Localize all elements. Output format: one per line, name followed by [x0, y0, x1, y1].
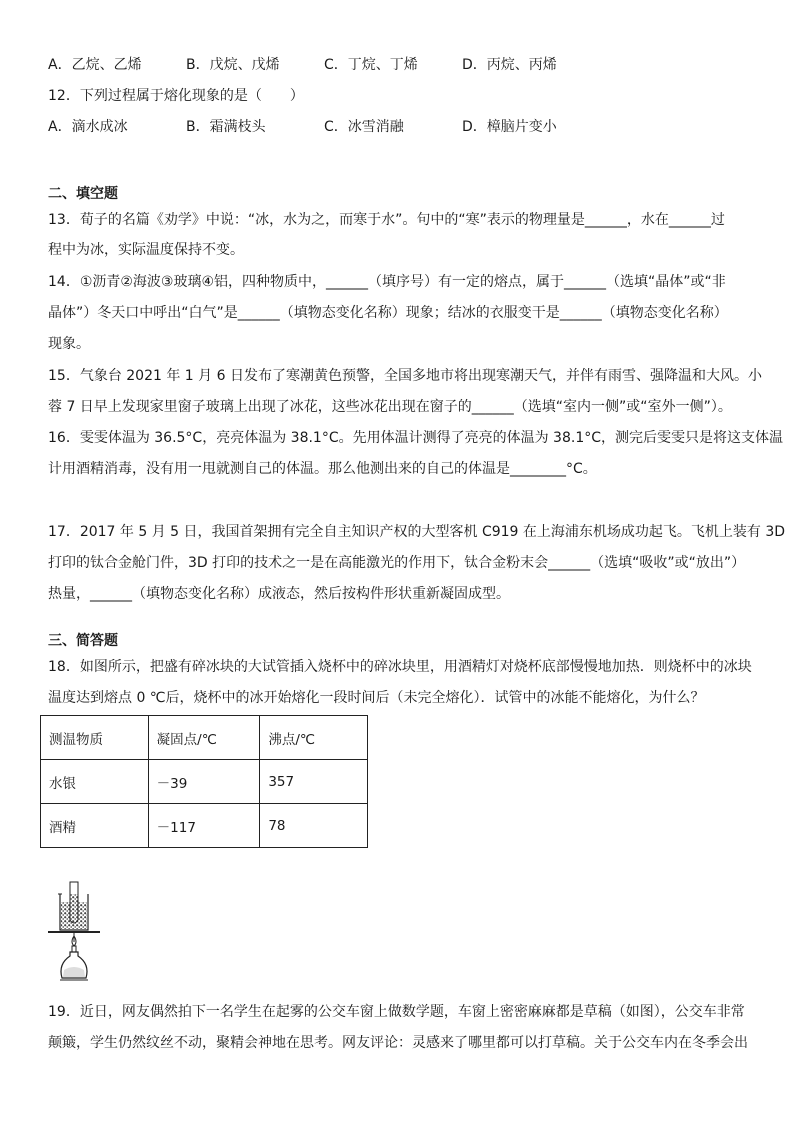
q11-option-b: B．戊烷、戊烯	[186, 57, 280, 73]
beaker-test-tube-lamp-illustration	[44, 880, 104, 990]
section-title-fill-in: 二、填空题	[48, 186, 118, 202]
q12-stem: 12．下列过程属于熔化现象的是（ ）	[48, 88, 304, 104]
boiling-freezing-table	[40, 715, 368, 848]
q15-line-2: 蓉 7 日早上发现家里窗子玻璃上出现了冰花，这些冰花出现在窗子的______（选填“室内一侧”或“室外一侧”）。	[48, 399, 732, 415]
table-header-row	[41, 716, 368, 760]
q12-option-d: D．樟脑片变小	[462, 119, 557, 135]
table-header-cell: 凝固点/℃	[148, 716, 260, 760]
q14-line-1: 14．①沥青②海波③玻璃④铝，四种物质中，______（填序号）有一定的熔点，属于______（选填“晶体”或“非	[48, 274, 726, 290]
q13-line-1: 13．荀子的名篇《劝学》中说：“冰，水为之，而寒于水”。句中的“寒”表示的物理量是______，水在______过	[48, 212, 725, 228]
table-header-cell: 测温物质	[41, 716, 149, 760]
q12-option-b: B．霜满枝头	[186, 119, 266, 135]
table-cell: 78	[260, 804, 368, 848]
q11-option-a: A．乙烷、乙烯	[48, 57, 142, 73]
table-header-cell: 沸点/℃	[260, 716, 368, 760]
q19-line-1: 19．近日，网友偶然拍下一名学生在起雾的公交车窗上做数学题，车窗上密密麻麻都是草稿（如图），公交车非常	[48, 1004, 745, 1020]
q15-line-1: 15．气象台 2021 年 1 月 6 日发布了寒潮黄色预警，全国多地市将出现寒潮天气，并伴有雨雪、强降温和大风。小	[48, 368, 762, 384]
table-cell: －117	[148, 804, 260, 848]
table-cell: 357	[260, 760, 368, 804]
q12-option-a: A．滴水成冰	[48, 119, 128, 135]
q14-line-3: 现象。	[48, 336, 90, 352]
table-row	[41, 804, 368, 848]
q11-option-c: C．丁烷、丁烯	[324, 57, 418, 73]
q14-line-2: 晶体”）冬天口中呼出“白气”是______（填物态变化名称）现象；结冰的衣服变干是______（填物态变化名称）	[48, 305, 728, 321]
q16-line-1: 16．雯雯体温为 36.5°C，亮亮体温为 38.1°C。先用体温计测得了亮亮的体温为 38.1°C，测完后雯雯只是将这支体温	[48, 430, 784, 446]
table-cell: 水银	[41, 760, 149, 804]
table-cell: 酒精	[41, 804, 149, 848]
q13-line-2: 程中为冰，实际温度保持不变。	[48, 242, 244, 258]
q11-option-d: D．丙烷、丙烯	[462, 57, 557, 73]
apparatus-figure	[44, 880, 104, 994]
q17-line-3: 热量，______（填物态变化名称）成液态，然后按构件形状重新凝固成型。	[48, 586, 510, 602]
q19-line-2: 颠簸，学生仍然纹丝不动，聚精会神地在思考。网友评论：灵感来了哪里都可以打草稿。关于公交车内在冬季会出	[48, 1035, 748, 1051]
table-row	[41, 760, 368, 804]
section-title-short-answer: 三、简答题	[48, 633, 118, 649]
q17-line-2: 打印的钛合金舱门件，3D 打印的技术之一是在高能激光的作用下，钛合金粉末会______（选填“吸收”或“放出”）	[48, 555, 746, 571]
q16-line-2: 计用酒精消毒，没有用一甩就测自己的体温。那么他测出来的自己的体温是________°C。	[48, 461, 597, 477]
q18-line-2: 温度达到熔点 0 ℃后，烧杯中的冰开始熔化一段时间后（未完全熔化）．试管中的冰能不能熔化，为什么？	[48, 690, 705, 706]
q12-option-c: C．冰雪消融	[324, 119, 404, 135]
q17-line-1: 17．2017 年 5 月 5 日，我国首架拥有完全自主知识产权的大型客机 C919 在上海浦东机场成功起飞。飞机上装有 3D	[48, 524, 786, 540]
q18-line-1: 18．如图所示，把盛有碎冰块的大试管插入烧杯中的碎冰块里，用酒精灯对烧杯底部慢慢地加热．则烧杯中的冰块	[48, 659, 752, 675]
table-cell: －39	[148, 760, 260, 804]
